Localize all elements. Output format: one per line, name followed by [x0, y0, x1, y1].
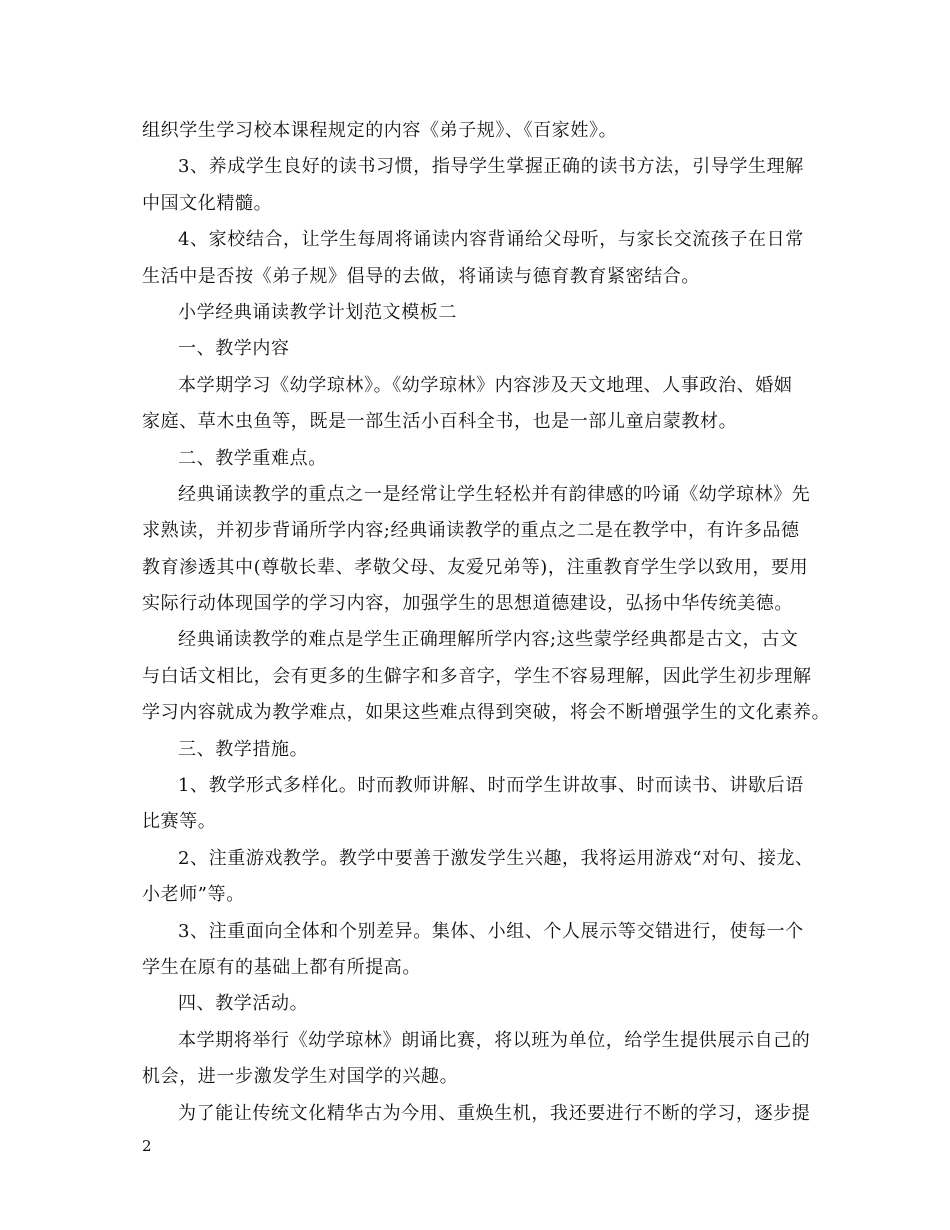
text-line: 2、注重游戏教学。教学中要善于激发学生兴趣，我将运用游戏“对句、接龙、 [178, 847, 814, 869]
text-line: 小老师”等。 [142, 884, 245, 906]
text-line: 3、注重面向全体和个别差异。集体、小组、个人展示等交错进行，使每一个 [178, 920, 804, 942]
text-line: 本学期将举行《幼学琼林》朗诵比赛，将以班为单位，给学生提供展示自己的 [178, 1029, 811, 1051]
text-line: 3、养成学生良好的读书习惯，指导学生掌握正确的读书方法，引导学生理解 [178, 156, 804, 178]
text-line: 经典诵读教学的难点是学生正确理解所学内容;这些蒙学经典都是古文，古文 [178, 629, 799, 651]
text-line: 本学期学习《幼学琼林》。《幼学琼林》内容涉及天文地理、人事政治、婚姻 [178, 374, 793, 396]
section-title: 小学经典诵读教学计划范文模板二 [178, 301, 457, 323]
text-line: 比赛等。 [142, 811, 217, 833]
section-heading: 一、教学内容 [178, 338, 290, 360]
document-body [142, 113, 831, 1132]
text-line: 组织学生学习校本课程规定的内容《弟子规》、《百家姓》。 [142, 120, 618, 141]
section-heading: 四、教学活动。 [178, 993, 309, 1015]
text-line: 实际行动体现国学的学习内容，加强学生的思想道德建设，弘扬中华传统美德。 [142, 593, 793, 615]
text-line: 生活中是否按《弟子规》倡导的去做，将诵读与德育教育紧密结合。 [142, 265, 700, 287]
page-number: 2 [142, 1137, 152, 1155]
text-line: 家庭、草木虫鱼等，既是一部生活小百科全书，也是一部儿童启蒙教材。 [142, 411, 738, 433]
text-line: 为了能让传统文化精华古为今用、重焕生机，我还要进行不断的学习，逐步提 [178, 1102, 811, 1124]
text-line: 中国文化精髓。 [142, 192, 273, 214]
text-line: 学习内容就成为教学难点，如果这些难点得到突破，将会不断增强学生的文化素养。 [142, 702, 831, 724]
text-line: 经典诵读教学的重点之一是经常让学生轻松并有韵律感的吟诵《幼学琼林》先 [178, 483, 811, 505]
text-line: 求熟读，并初步背诵所学内容;经典诵读教学的重点之二是在教学中，有许多品德 [142, 520, 800, 542]
text-line: 4、家校结合，让学生每周将诵读内容背诵给父母听，与家长交流孩子在日常 [178, 229, 804, 251]
text-line: 与白话文相比，会有更多的生僻字和多音字，学生不容易理解，因此学生初步理解 [142, 665, 812, 687]
section-heading: 二、教学重难点。 [178, 447, 327, 469]
text-line: 学生在原有的基础上都有所提高。 [142, 956, 421, 978]
text-line: 教育渗透其中(尊敬长辈、孝敬父母、友爱兄弟等)，注重教育学生学以致用，要用 [142, 556, 809, 578]
section-heading: 三、教学措施。 [178, 738, 309, 760]
text-line: 机会，进一步激发学生对国学的兴趣。 [142, 1066, 459, 1088]
text-line: 1、教学形式多样化。时而教师讲解、时而学生讲故事、时而读书、讲歇后语 [178, 775, 804, 797]
